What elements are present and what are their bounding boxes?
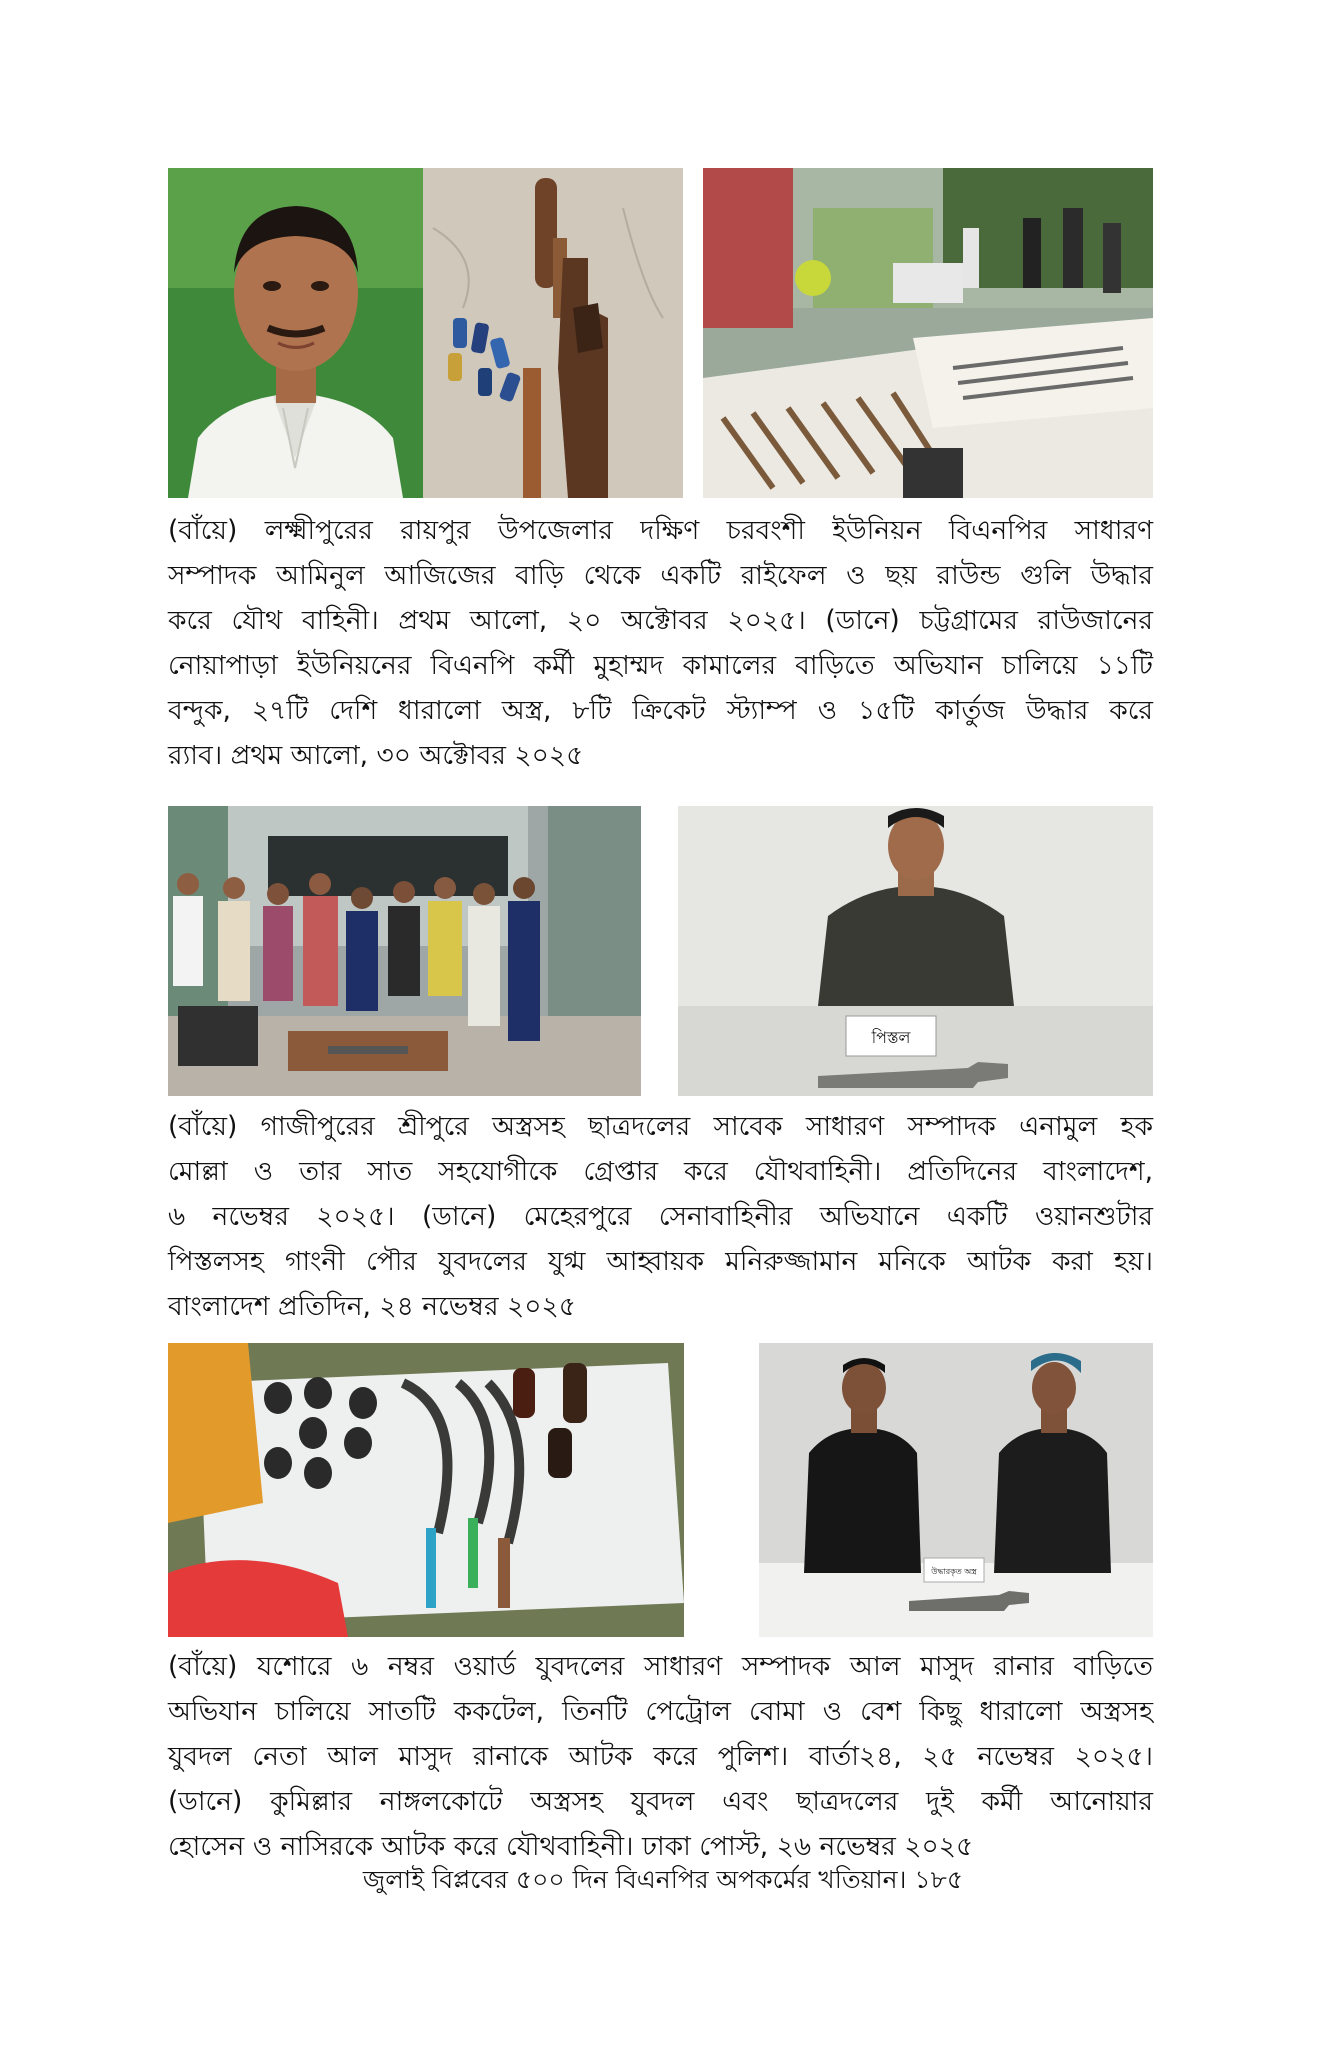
photo-two-men-arrested bbox=[759, 1343, 1153, 1637]
caption-line: মোল্লা ও তার সাত সহযোগীকে গ্রেপ্তার করে যৌথবাহিনী। প্রতিদিনের বাংলাদেশ, bbox=[168, 1156, 1153, 1187]
caption-line: নোয়াপাড়া ইউনিয়নের বিএনপি কর্মী মুহাম্মদ কামালের বাড়িতে অভিযান চালিয়ে ১১টি bbox=[168, 650, 1153, 681]
photo-group-arrest bbox=[168, 806, 641, 1096]
caption-line: (বাঁয়ে) গাজীপুরের শ্রীপুরে অস্ত্রসহ ছাত্রদলের সাবেক সাধারণ সম্পাদক এনামুল হক bbox=[168, 1111, 1153, 1142]
caption-line: ৬ নভেম্বর ২০২৫। (ডানে) মেহেরপুরে সেনাবাহিনীর অভিযানে একটি ওয়ানশুটার bbox=[168, 1201, 1153, 1232]
photo-rifle-bullets bbox=[423, 168, 683, 498]
caption-line: (বাঁয়ে) লক্ষ্মীপুরের রায়পুর উপজেলার দক্ষিণ চরবংশী ইউনিয়ন বিএনপির সাধারণ bbox=[168, 515, 1153, 546]
caption-line: অভিযান চালিয়ে সাতটি ককটেল, তিনটি পেট্রোল বোমা ও বেশ কিছু ধারালো অস্ত্রসহ bbox=[168, 1696, 1153, 1727]
caption-line: বন্দুক, ২৭টি দেশি ধারালো অস্ত্র, ৮টি ক্রিকেট স্ট্যাম্প ও ১৫টি কার্তুজ উদ্ধার করে bbox=[168, 695, 1153, 726]
caption-line: যুবদল নেতা আল মাসুদ রানাকে আটক করে পুলিশ। বার্তা২৪, ২৫ নভেম্বর ২০২৫। bbox=[168, 1741, 1153, 1772]
photo-bombs-machetes bbox=[168, 1343, 684, 1637]
caption-line: (ডানে) কুমিল্লার নাঙ্গলকোটে অস্ত্রসহ যুবদল এবং ছাত্রদলের দুই কর্মী আনোয়ার bbox=[168, 1786, 1153, 1817]
photo-weapons-display bbox=[703, 168, 1153, 498]
caption-row-3 bbox=[168, 1644, 1153, 1869]
caption-line: হোসেন ও নাসিরকে আটক করে যৌথবাহিনী। ঢাকা পোস্ট, ২৬ নভেম্বর ২০২৫ bbox=[168, 1831, 974, 1862]
caption-row-2 bbox=[168, 1104, 1153, 1329]
recovered-weapon-sign-label: উদ্ধারকৃত অস্ত্র bbox=[931, 1567, 977, 1576]
caption-line: বাংলাদেশ প্রতিদিন, ২৪ নভেম্বর ২০২৫ bbox=[168, 1291, 576, 1322]
caption-line: র‍্যাব। প্রথম আলো, ৩০ অক্টোবর ২০২৫ bbox=[168, 740, 584, 771]
pistol-sign-label: পিস্তল bbox=[871, 1028, 911, 1047]
caption-line: পিস্তলসহ গাংনী পৌর যুবদলের যুগ্ম আহ্বায়ক মনিরুজ্জামান মনিকে আটক করা হয়। bbox=[168, 1246, 1153, 1277]
page-footer: জুলাই বিপ্লবের ৫০০ দিন বিএনপির অপকর্মের খতিয়ান। ১৮৫ bbox=[362, 1865, 964, 1894]
caption-line: করে যৌথ বাহিনী। প্রথম আলো, ২০ অক্টোবর ২০২৫। (ডানে) চট্টগ্রামের রাউজানের bbox=[168, 605, 1153, 636]
photo-portrait-man bbox=[168, 168, 423, 498]
caption-row-1 bbox=[168, 508, 1153, 778]
caption-line: (বাঁয়ে) যশোরে ৬ নম্বর ওয়ার্ড যুবদলের সাধারণ সম্পাদক আল মাসুদ রানার বাড়িতে bbox=[168, 1651, 1153, 1682]
photo-man-with-pistol bbox=[678, 806, 1153, 1096]
caption-line: সম্পাদক আমিনুল আজিজের বাড়ি থেকে একটি রাইফেল ও ছয় রাউন্ড গুলি উদ্ধার bbox=[168, 560, 1153, 591]
